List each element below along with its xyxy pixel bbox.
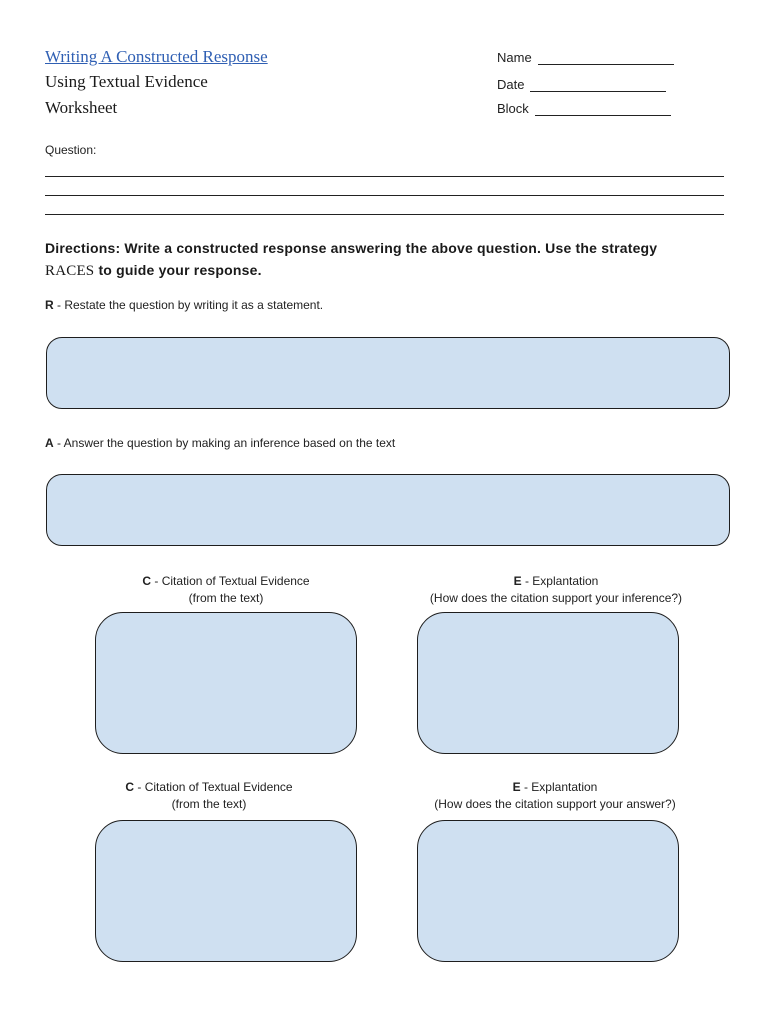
block-label: Block — [497, 101, 529, 116]
citation-caption-1 — [76, 573, 376, 607]
citation-box-1[interactable] — [95, 612, 357, 754]
directions-part1: Directions: Write a constructed response answering the above question. Use the strategy — [45, 240, 658, 256]
question-line-3[interactable] — [45, 214, 724, 215]
citation-box-2[interactable] — [95, 820, 357, 962]
answer-instruction — [45, 436, 395, 450]
restate-response-box[interactable] — [46, 337, 730, 409]
date-blank-line[interactable] — [530, 79, 666, 92]
citation-letter-2: C — [125, 780, 135, 794]
date-field[interactable] — [497, 77, 666, 92]
block-field[interactable] — [497, 101, 671, 116]
citation-title-2: - Citation of Textual Evidence — [134, 780, 293, 794]
explanation-letter-1: E — [513, 574, 522, 588]
explanation-caption-2 — [405, 779, 705, 813]
restate-text: - Restate the question by writing it as a statement. — [53, 298, 324, 312]
explanation-box-1[interactable] — [417, 612, 679, 754]
explanation-box-2[interactable] — [417, 820, 679, 962]
worksheet-title-link[interactable]: Writing A Constructed Response — [45, 47, 268, 66]
name-blank-line[interactable] — [538, 52, 674, 65]
answer-response-box[interactable] — [46, 474, 730, 546]
restate-letter: R — [45, 298, 54, 312]
name-label: Name — [497, 50, 532, 65]
citation-sub-1: (from the text) — [188, 591, 264, 605]
question-line-2[interactable] — [45, 195, 724, 196]
explanation-title-1: - Explantation — [521, 574, 599, 588]
explanation-sub-2: (How does the citation support your answer?) — [434, 797, 676, 811]
question-label: Question: — [45, 143, 97, 157]
explanation-title-2: - Explantation — [520, 780, 598, 794]
worksheet-subtitle: Using Textual Evidence — [45, 72, 208, 91]
explanation-caption-1 — [406, 573, 706, 607]
question-line-1[interactable] — [45, 176, 724, 177]
directions-text — [45, 237, 725, 282]
date-label: Date — [497, 77, 525, 92]
races-acronym: RACES — [45, 263, 95, 279]
explanation-letter-2: E — [512, 780, 521, 794]
restate-instruction — [45, 298, 323, 312]
citation-title-1: - Citation of Textual Evidence — [151, 574, 310, 588]
block-blank-line[interactable] — [535, 103, 671, 116]
citation-letter-1: C — [142, 574, 152, 588]
worksheet-label: Worksheet — [45, 98, 118, 117]
citation-caption-2 — [59, 779, 359, 813]
citation-sub-2: (from the text) — [171, 797, 247, 811]
answer-letter: A — [45, 436, 54, 450]
answer-text: - Answer the question by making an inference based on the text — [53, 436, 396, 450]
name-field[interactable] — [497, 50, 674, 65]
explanation-sub-1: (How does the citation support your inference?) — [429, 591, 683, 605]
directions-part2: to guide your response. — [94, 262, 262, 278]
